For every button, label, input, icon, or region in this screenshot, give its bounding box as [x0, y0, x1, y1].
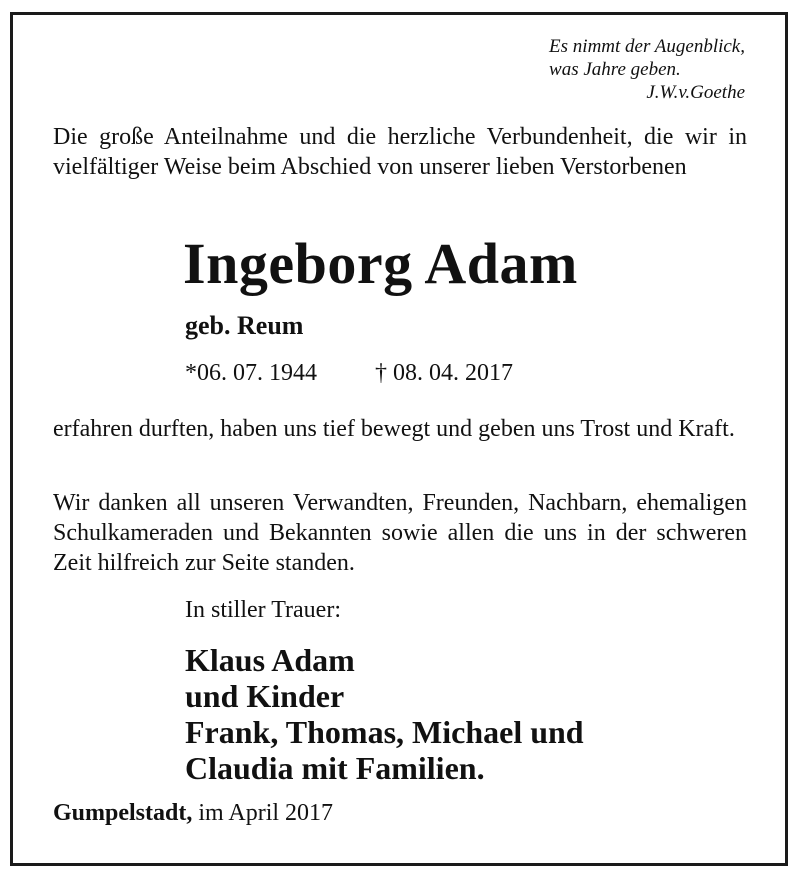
gratitude-paragraph: Wir danken all unseren Verwandten, Freunden, Nachbarn, ehemaligen Schulkameraden und Bekannten sowie allen die uns in der schweren Zeit hilfreich zur Seite standen. [53, 490, 747, 576]
maiden-name: geb. Reum [185, 311, 304, 340]
place-and-date [53, 800, 333, 827]
death-date: † 08. 04. 2017 [375, 360, 513, 386]
intro-paragraph: Die große Anteilnahme und die herzliche Verbundenheit, die wir in vielfältiger Weise beim Abschied von unserer lieben Verstorbenen [53, 124, 747, 180]
place-name: Gumpelstadt, [53, 800, 193, 826]
family-signature [185, 642, 584, 786]
mourning-label: In stiller Trauer: [185, 597, 341, 623]
goethe-quote [549, 35, 745, 104]
deceased-name: Ingeborg Adam [183, 231, 578, 296]
quote-line-2: was Jahre geben. [549, 59, 681, 80]
family-line-1: Klaus Adam [185, 642, 355, 678]
thanks-paragraph: erfahren durften, haben uns tief bewegt und geben uns Trost und Kraft. [53, 416, 735, 442]
closing-date: im April 2017 [192, 800, 334, 826]
birth-date: *06. 07. 1944 [185, 360, 317, 386]
family-line-3: Frank, Thomas, Michael und [185, 714, 584, 750]
quote-line-1: Es nimmt der Augenblick, [549, 36, 745, 57]
family-line-4: Claudia mit Familien. [185, 750, 485, 786]
life-dates [185, 360, 513, 387]
family-line-2: und Kinder [185, 678, 345, 714]
quote-author: J.W.v.Goethe [646, 82, 745, 103]
